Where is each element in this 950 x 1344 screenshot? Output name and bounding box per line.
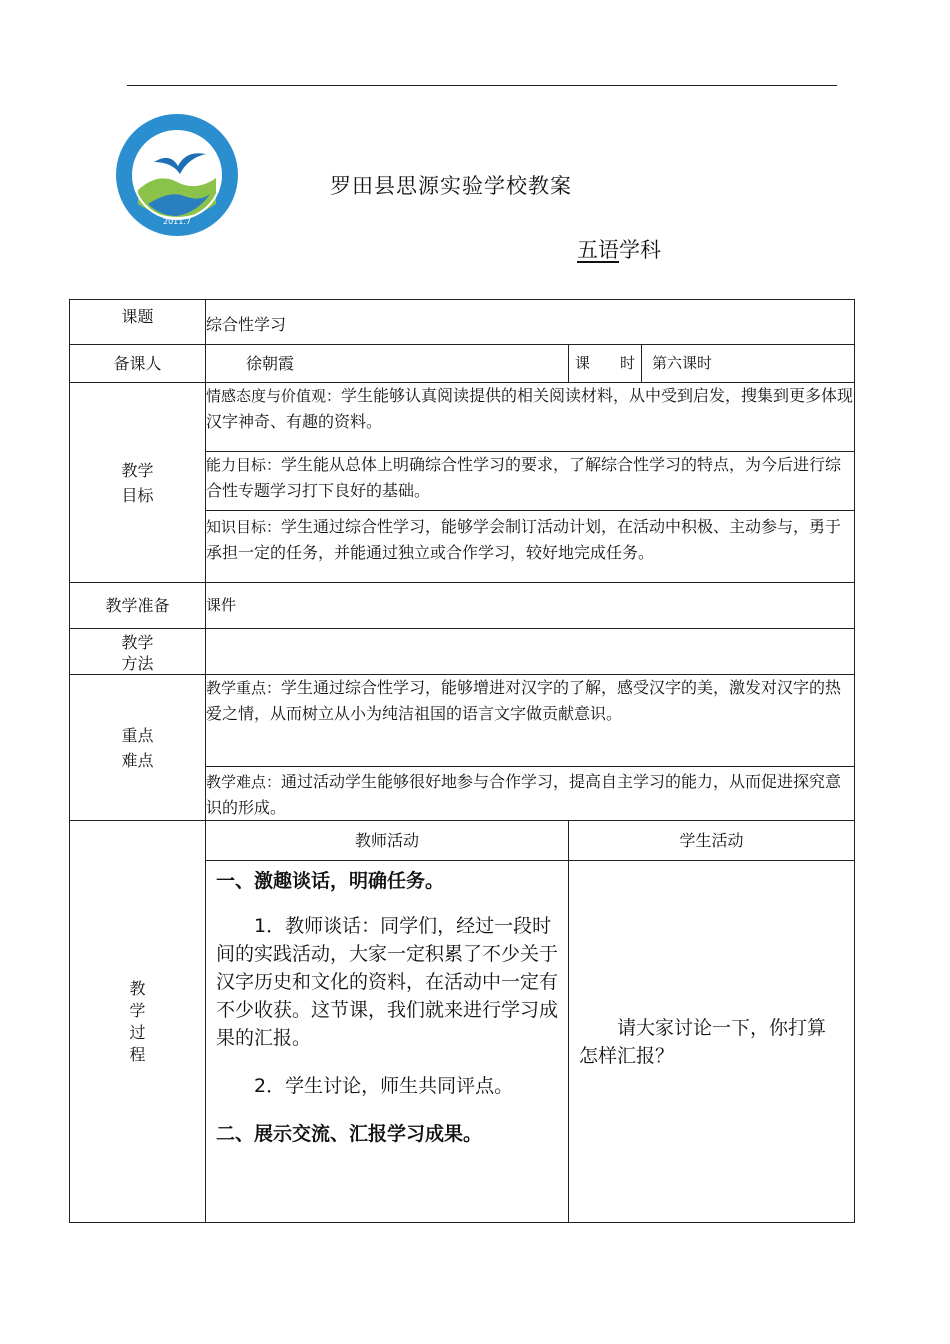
subject-grade: 五语 [577,238,619,262]
key-label-2: 难点 [121,750,154,770]
header-rule [127,85,837,86]
goal-emotion-row [70,383,855,452]
section-2-heading: 二、展示交流、汇报学习成果。 [216,1123,483,1145]
period-value: 第六课时 [642,345,855,383]
method-row [70,629,855,675]
section-1-item-1: 1．教师谈话：同学们，经过一段时间的实践活动，大家一定积累了不少关于汉字历史和文化的资料，在活动中一定有不少收获。这节课，我们就来进行学习成果的汇报。 [216,915,559,1049]
student-activity-header: 学生活动 [569,821,855,861]
period-label: 课 时 [569,345,642,383]
key-point-text: 学生通过综合性学习，能够增进对汉字的了解，感受汉字的美，激发对汉字的热爱之情，从而树立从小为纯洁祖国的语言文字做贡献意识。 [206,678,842,723]
process-char-3: 过 [129,1022,146,1042]
lesson-plan-table [69,299,855,1223]
goal-knowledge-prefix: 知识目标： [206,518,282,536]
logo-year: 2011.7 [163,217,191,226]
difficulty-text: 通过活动学生能够很好地参与合作学习，提高自主学习的能力，从而促进探究意识的形成。 [206,772,842,817]
key-point [206,675,855,767]
key-label [70,675,206,821]
student-activity-text: 请大家讨论一下，你打算怎样汇报？ [579,1016,827,1067]
key-label-1: 重点 [121,725,154,745]
method-label-1: 教学 [121,633,154,652]
goal-emotion [206,383,855,452]
difficulty [206,767,855,821]
student-activity [569,861,855,1223]
school-logo [114,112,240,238]
teacher-value: 徐朝霞 [206,345,569,383]
key-point-row [70,675,855,767]
goal-emotion-prefix: 情感态度与价值观： [206,387,342,405]
prep-row [70,583,855,629]
method-value [206,629,855,675]
process-char-2: 学 [129,1000,146,1020]
prep-value: 课件 [206,583,855,629]
teacher-row [70,345,855,383]
subject-suffix: 学科 [619,238,661,262]
goals-label-1: 教学 [121,460,154,480]
section-1-item-2: 2．学生讨论，师生共同评点。 [254,1075,514,1097]
goal-ability-prefix: 能力目标： [206,456,282,474]
goals-label [70,383,206,583]
goal-knowledge-text: 学生通过综合性学习，能够学会制订活动计划，在活动中积极、主动参与，勇于承担一定的任务，并能通过独立或合作学习，较好地完成任务。 [206,517,842,562]
teacher-activity-header: 教师活动 [206,821,569,861]
goal-ability [206,452,855,511]
method-label [70,629,206,675]
topic-value: 综合性学习 [206,300,855,345]
section-1-heading: 一、激趣谈话，明确任务。 [216,870,445,892]
goal-emotion-text: 学生能够认真阅读提供的相关阅读材料，从中受到启发，搜集到更多体现汉字神奇、有趣的资料。 [206,386,854,431]
topic-label: 课题 [70,300,206,345]
goal-knowledge [206,511,855,583]
difficulty-prefix: 教学难点： [206,773,282,791]
prep-label: 教学准备 [70,583,206,629]
school-title: 罗田县思源实验学校教案 [330,174,572,198]
goals-label-2: 目标 [121,485,154,505]
goal-ability-text: 学生能从总体上明确综合性学习的要求，了解综合性学习的特点，为今后进行综合性专题学习打下良好的基础。 [206,455,842,500]
key-point-prefix: 教学重点： [206,679,282,697]
method-label-2: 方法 [121,654,154,673]
topic-row [70,300,855,345]
activity-header-row [70,821,855,861]
subject-line [577,234,661,264]
process-char-4: 程 [129,1044,146,1064]
process-char-1: 教 [129,978,146,998]
teacher-label: 备课人 [70,345,206,383]
process-label [70,821,206,1223]
teacher-activity [206,861,569,1223]
